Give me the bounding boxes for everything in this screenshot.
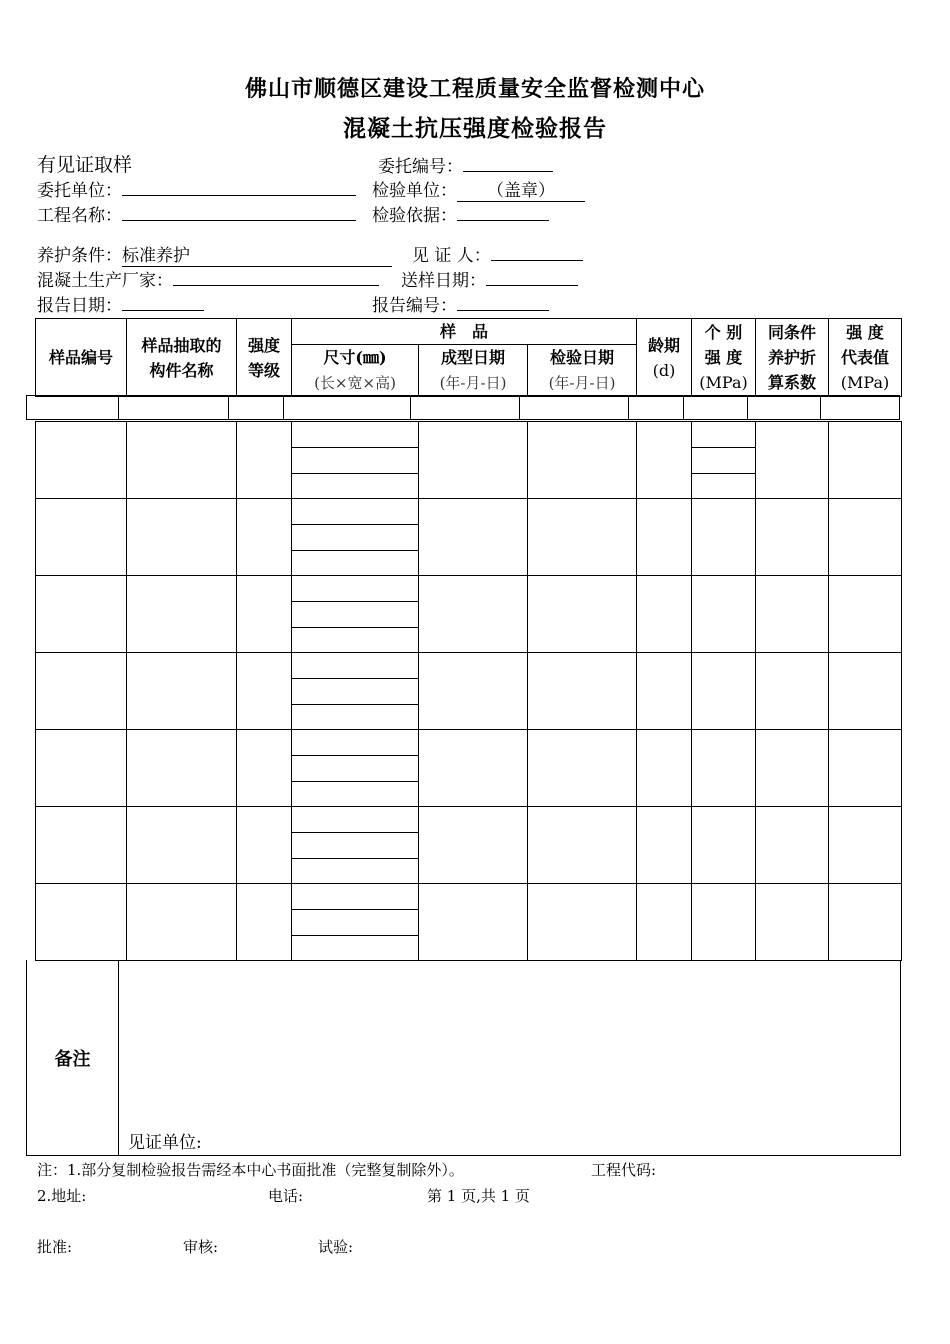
report-date-field[interactable] [37,291,204,316]
table-cell[interactable] [419,730,528,807]
table-cell[interactable] [419,499,528,576]
table-cell[interactable] [528,730,637,807]
specimen-size-cells[interactable] [292,576,419,653]
report-date-label: 报告日期： [37,296,122,316]
delivery-date-field[interactable] [401,266,578,291]
table-cell[interactable] [692,576,756,653]
project-field[interactable] [37,201,356,226]
sample-row[interactable] [36,884,902,961]
footer-address: 2.地址: [37,1187,87,1205]
commission-no-label: 委托编号： [378,157,463,177]
witness-blank[interactable] [491,245,583,261]
table-cell[interactable] [237,884,292,961]
table-cell[interactable] [237,730,292,807]
test-unit-field[interactable] [372,176,585,202]
basis-field[interactable] [372,201,549,226]
table-cell[interactable] [829,422,902,499]
table-cell[interactable] [419,884,528,961]
specimen-size-cells[interactable] [292,884,419,961]
table-cell[interactable] [692,499,756,576]
header-cast-date: 成型日期 (年-月-日) [419,345,528,397]
table-cell[interactable] [528,653,637,730]
table-cell[interactable] [528,422,637,499]
table-cell[interactable] [756,884,829,961]
footer-review: 审核: [183,1238,219,1256]
specimen-size-cells[interactable] [292,807,419,884]
table-cell[interactable] [36,576,127,653]
commission-no-field[interactable] [378,152,553,177]
producer-label: 混凝土生产厂家： [37,271,173,291]
table-cell[interactable] [237,422,292,499]
table-cell[interactable] [829,730,902,807]
table-cell[interactable] [419,807,528,884]
table-cell[interactable] [637,499,692,576]
table-cell[interactable] [528,499,637,576]
table-cell[interactable] [637,653,692,730]
witness-unit-label: 见证单位: [128,1133,202,1153]
table-cell[interactable] [127,576,237,653]
basis-label: 检验依据： [372,206,457,226]
sample-row[interactable] [36,422,902,499]
table-cell[interactable] [692,807,756,884]
witness-field[interactable] [412,241,583,266]
delivery-date-label: 送样日期： [401,271,486,291]
table-cell[interactable] [127,653,237,730]
table-cell[interactable] [36,422,127,499]
sample-row[interactable] [36,576,902,653]
header-sample-no: 样品编号 [36,319,127,397]
table-cell[interactable] [237,807,292,884]
specimen-size-cells[interactable] [292,499,419,576]
table-cell[interactable] [36,807,127,884]
table-cell[interactable] [829,653,902,730]
table-cell[interactable] [637,422,692,499]
specimen-size-cells[interactable] [292,422,419,499]
table-cell[interactable] [637,884,692,961]
footer-test: 试验: [318,1238,354,1256]
remarks-label: 备注 [27,960,119,1155]
header-size: 尺寸(㎜) (长×宽×高) [292,345,419,397]
table-cell[interactable] [237,499,292,576]
sample-row[interactable] [36,730,902,807]
footer-project-code: 工程代码: [591,1161,657,1179]
commission-no-blank[interactable] [463,156,553,172]
curing-label: 养护条件： [37,246,122,266]
table-cell[interactable] [237,576,292,653]
report-date-blank[interactable] [122,295,204,311]
table-cell[interactable] [829,499,902,576]
client-blank[interactable] [122,180,356,196]
project-label: 工程名称： [37,206,122,226]
table-cell[interactable] [528,576,637,653]
table-cell[interactable] [528,807,637,884]
table-cell[interactable] [528,884,637,961]
table-cell[interactable] [756,499,829,576]
header-representative-strength: 强 度 代表值 (MPa) [829,319,902,397]
specimen-size-cells[interactable] [292,653,419,730]
table-cell[interactable] [756,576,829,653]
table-cell[interactable] [692,884,756,961]
header-sample-group: 样 品 [292,319,637,345]
table-cell[interactable] [756,422,829,499]
table-cell[interactable] [237,653,292,730]
table-cell[interactable] [419,576,528,653]
witness-sampling-label: 有见证取样 [37,154,133,176]
header-conversion-coef: 同条件 养护折 算系数 [756,319,829,397]
table-cell[interactable] [36,730,127,807]
table-cell[interactable] [637,576,692,653]
report-no-label: 报告编号： [372,296,457,316]
org-title: 佛山市顺德区建设工程质量安全监督检测中心 [244,76,705,102]
header-age: 龄期 (d) [637,319,692,397]
header-test-date: 检验日期 (年-月-日) [528,345,637,397]
client-label: 委托单位： [37,181,122,201]
footer-page: 第 1 页,共 1 页 [427,1187,530,1205]
remarks-box[interactable] [26,960,901,1156]
client-field[interactable] [37,176,356,201]
table-cell[interactable] [692,653,756,730]
curing-value: 标准养护 [122,241,392,267]
table-cell[interactable] [637,807,692,884]
producer-blank[interactable] [173,270,379,286]
table-cell[interactable] [127,807,237,884]
sample-row[interactable] [36,653,902,730]
table-cell[interactable] [829,807,902,884]
footer-approve: 批准: [37,1238,73,1256]
header-member-name: 样品抽取的 构件名称 [127,319,237,397]
table-cell[interactable] [36,884,127,961]
table-cell[interactable] [419,653,528,730]
table-cell[interactable] [127,730,237,807]
table-cell[interactable] [127,422,237,499]
delivery-date-blank[interactable] [486,270,578,286]
seal-text: （盖章） [457,176,585,202]
footer-phone: 电话: [268,1187,304,1205]
specimen-size-cells[interactable] [292,730,419,807]
curing-field[interactable] [37,241,392,267]
table-cell[interactable] [637,730,692,807]
sample-row[interactable] [36,499,902,576]
table-cell[interactable] [127,884,237,961]
individual-strength-cells[interactable] [692,422,756,499]
table-cell[interactable] [756,653,829,730]
sample-row[interactable] [36,807,902,884]
basis-blank[interactable] [457,205,549,221]
table-cell[interactable] [127,499,237,576]
header-individual-strength: 个 别 强 度 (MPa) [692,319,756,397]
test-unit-label: 检验单位： [372,181,457,201]
producer-field[interactable] [37,266,379,291]
table-cell[interactable] [756,807,829,884]
table-cell[interactable] [829,576,902,653]
table-cell[interactable] [36,653,127,730]
header-grade: 强度 等级 [237,319,292,397]
table-cell[interactable] [756,730,829,807]
footer-note-1: 注：1.部分复制检验报告需经本中心书面批准（完整复制除外）。 [37,1161,464,1179]
table-cell[interactable] [829,884,902,961]
table-cell[interactable] [419,422,528,499]
blank-data-row[interactable] [26,395,900,420]
report-no-field[interactable] [372,291,549,316]
report-title: 混凝土抗压强度检验报告 [343,115,607,142]
report-no-blank[interactable] [457,295,549,311]
table-cell[interactable] [36,499,127,576]
witness-label: 见 证 人： [412,246,491,266]
table-cell[interactable] [692,730,756,807]
project-blank[interactable] [122,205,356,221]
